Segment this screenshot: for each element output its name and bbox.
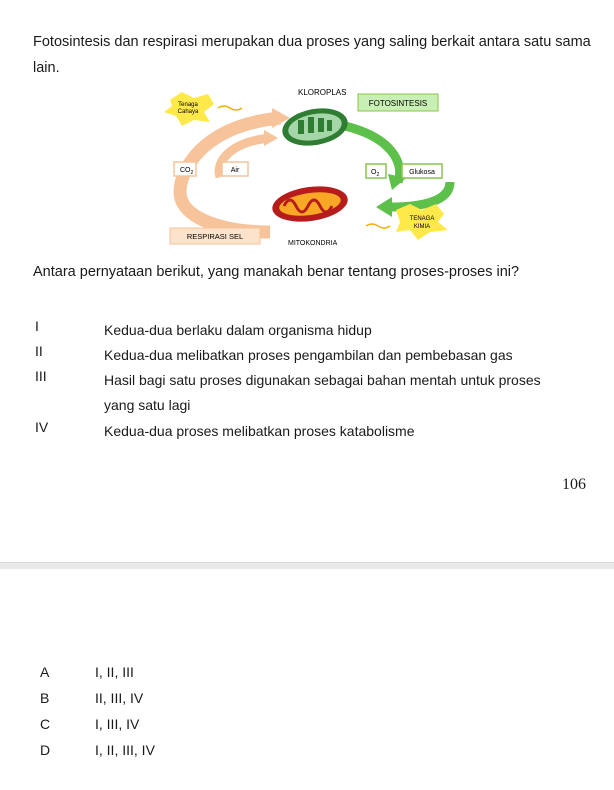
statement-text: Kedua-dua berlaku dalam organisma hidup	[104, 322, 372, 338]
o2-label: O	[371, 169, 377, 176]
page-number: 106	[562, 476, 586, 493]
glucose-label: Glukosa	[409, 169, 435, 176]
mitochondrion-icon	[270, 182, 350, 226]
statement-text: Hasil bagi satu proses digunakan sebagai bahan mentah untuk proses yang satu lagi	[104, 372, 541, 413]
statement-roman: IV	[35, 419, 49, 435]
chloroplast-label: KLOROPLAS	[298, 88, 347, 97]
page-divider	[0, 562, 614, 569]
question-text: Antara pernyataan berikut, yang manakah benar tentang proses-proses ini?	[33, 264, 520, 280]
statement-text: Kedua-dua melibatkan proses pengambilan dan pembebasan gas	[104, 347, 513, 363]
option-value: I, III, IV	[95, 716, 140, 732]
chemical-energy-label-2: KIMIA	[413, 224, 431, 230]
chloroplast-icon	[279, 104, 350, 151]
light-energy-label-2: Cahaya	[177, 109, 199, 115]
statement-roman: I	[35, 318, 39, 334]
option-letter: B	[40, 690, 50, 706]
photosynthesis-label: FOTOSINTESIS	[368, 99, 428, 108]
chemical-energy-burst	[396, 204, 448, 240]
mitochondria-label: MITOKONDRIA	[288, 240, 338, 247]
option-value: I, II, III	[95, 664, 134, 680]
statement-roman: III	[35, 368, 47, 384]
photosynthesis-respiration-diagram	[160, 82, 460, 252]
option-value: II, III, IV	[95, 690, 144, 706]
option-letter: C	[40, 716, 51, 732]
light-energy-label-1: Tenaga	[178, 102, 198, 108]
co2-subscript: 2	[190, 170, 194, 176]
option-letter: A	[40, 664, 50, 680]
chemical-energy-label-1: TENAGA	[409, 216, 435, 222]
statement-roman: II	[35, 343, 43, 359]
cell-respiration-label: RESPIRASI SEL	[186, 232, 244, 241]
water-label: Air	[230, 167, 240, 174]
option-value: I, II, III, IV	[95, 742, 155, 758]
statement-text: Kedua-dua proses melibatkan proses katabolisme	[104, 423, 415, 439]
option-letter: D	[40, 742, 51, 758]
co2-label: CO	[180, 167, 191, 174]
o2-subscript: 2	[376, 172, 380, 178]
intro-text: Fotosintesis dan respirasi merupakan dua proses yang saling berkait antara satu sama lain.	[33, 34, 591, 76]
